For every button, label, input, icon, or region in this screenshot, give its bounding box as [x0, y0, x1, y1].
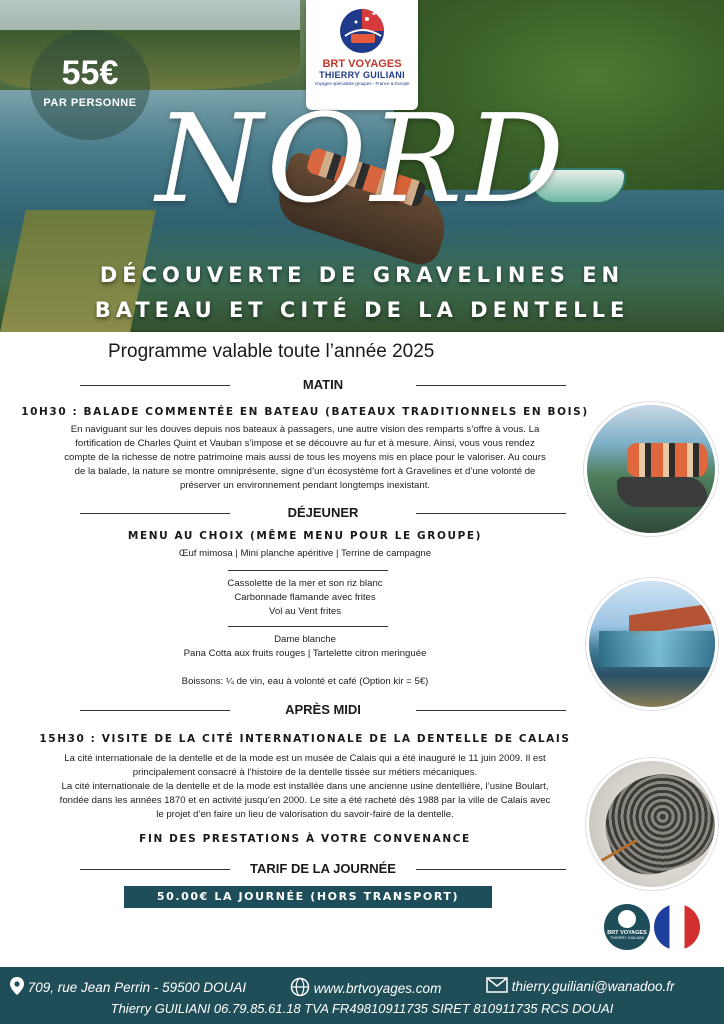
matin-text-line: fortification de Charles Quint et Vauban s’impose et se découvre au fur et à mesure. Ainsi, vous vous rendez [75, 438, 535, 449]
menu-divider [228, 570, 388, 571]
footer-website-text[interactable]: www.brtvoyages.com [313, 981, 442, 996]
footer-email-text[interactable]: thierry.guiliani@wanadoo.fr [511, 979, 675, 994]
divider-line [416, 869, 566, 870]
matin-text-line: En naviguant sur les douves depuis nos bateaux à passagers, une autre vision des remparts s’offre à vous. La [70, 424, 540, 435]
logo-brand: BRT VOYAGES [322, 58, 402, 70]
section-apres-midi-title: APRÈS MIDI [285, 702, 361, 717]
hero-subtitle-line1: DÉCOUVERTE DE GRAVELINES EN [99, 263, 625, 287]
footer-email[interactable] [486, 977, 675, 997]
hero-subtitle-line2: BATEAU ET CITÉ DE LA DENTELLE [94, 298, 630, 322]
footer [0, 967, 724, 1024]
divider-line [416, 513, 566, 514]
section-matin-title: MATIN [302, 377, 344, 392]
programme-validity: Programme valable toute l’année 2025 [108, 341, 435, 362]
section-dejeuner [80, 503, 566, 523]
footer-legal: Thierry GUILIANI 06.79.85.61.18 TVA FR49810911735 SIRET 810911735 RCS DOUAI [110, 1001, 614, 1016]
apres-midi-text-line: La cité internationale de la dentelle et de la mode est un musée de Calais qui a été inauguré le 11 juin 2009. Il est [64, 753, 546, 764]
hero-title: NORD [155, 88, 569, 230]
menu-dessert: Pana Cotta aux fruits rouges | Tartelette citron meringuée [183, 648, 427, 659]
brand-logo-small[interactable] [604, 904, 650, 950]
price-amount: 55€ [61, 54, 119, 92]
globe-plane-icon [337, 6, 387, 56]
section-apres-midi [80, 700, 566, 720]
small-logo-owner: THIERRY GUILIANI [610, 936, 644, 940]
globe-icon [290, 977, 310, 997]
matin-text-line: compte de la richesse de notre patrimoine mais aussi de tous les moyens mis en place pour le valoriser. Au cours [64, 452, 546, 463]
france-flag-icon [654, 904, 700, 950]
location-pin-icon [10, 977, 24, 995]
globe-icon [618, 910, 636, 928]
divider-line [416, 385, 566, 386]
apres-midi-text-line: principalement consacré à l’histoire de la dentelle tissée sur métiers mécaniques. [132, 767, 478, 778]
section-dejeuner-title: DÉJEUNER [287, 505, 359, 520]
section-tarif [80, 859, 566, 879]
logo-owner: THIERRY GUILIANI [319, 70, 405, 80]
section-tarif-title: TARIF DE LA JOURNÉE [250, 861, 396, 876]
apres-midi-heading: 15H30 : VISITE DE LA CITÉ INTERNATIONALE DE LA DENTELLE DE CALAIS [39, 733, 571, 745]
small-logo-brand: BRT VOYAGES [607, 930, 647, 936]
matin-text-line: préserver un environnement pendant longtemps inexistant. [179, 480, 431, 491]
matin-text-line: de la balade, la nature se montre omniprésente, signe d’un écosystème fort à Gravelines et d’une volonté de [74, 466, 536, 477]
menu-plat: Carbonnade flamande avec frites [234, 592, 376, 603]
menu-plat: Vol au Vent frites [269, 606, 341, 617]
hero-banner [0, 0, 724, 332]
logo-tagline: Voyages spécialiste groupes - France & Europe [314, 81, 410, 86]
matin-heading: 10H30 : BALADE COMMENTÉE EN BATEAU (BATEAUX TRADITIONNELS EN BOIS) [21, 406, 589, 418]
apres-midi-text-line: La cité internationale de la dentelle et de la mode est installée dans une ancienne usine dentellière, l’usine Boulart, [61, 781, 549, 792]
footer-website[interactable] [290, 977, 441, 997]
dejeuner-heading: MENU AU CHOIX (MÊME MENU POUR LE GROUPE) [127, 530, 483, 542]
photo-lace-umbrella [586, 758, 718, 890]
mail-icon [486, 977, 508, 993]
photo-boat-ride [584, 402, 718, 536]
apres-midi-text-line: fondée dans les années 1870 et en activité jusqu’en 2000. Le site a été racheté dès 1988 par la ville de Calais avec [59, 795, 551, 806]
menu-divider [228, 626, 388, 627]
menu-plat: Cassolette de la mer et son riz blanc [227, 578, 383, 589]
menu-boissons: Boissons: ¼ de vin, eau à volonté et café (Option kir = 5€) [181, 676, 429, 687]
divider-line [416, 710, 566, 711]
footer-address-text: 709, rue Jean Perrin - 59500 DOUAI [27, 980, 247, 995]
menu-entrees: Œuf mimosa | Mini planche apéritive | Terrine de campagne [178, 548, 432, 559]
footer-address [10, 977, 246, 997]
section-matin [80, 375, 566, 395]
tarif-price-banner: 50.00€ LA JOURNÉE (HORS TRANSPORT) [124, 886, 492, 908]
photo-cite-dentelle [586, 578, 718, 710]
apres-midi-text-line: le projet d’en faire un lieu de valorisation du savoir-faire de la dentelle. [156, 809, 454, 820]
menu-dessert: Dame blanche [274, 634, 336, 645]
fin-prestations: FIN DES PRESTATIONS À VOTRE CONVENANCE [139, 833, 471, 845]
price-per-person: PAR PERSONNE [43, 97, 137, 109]
